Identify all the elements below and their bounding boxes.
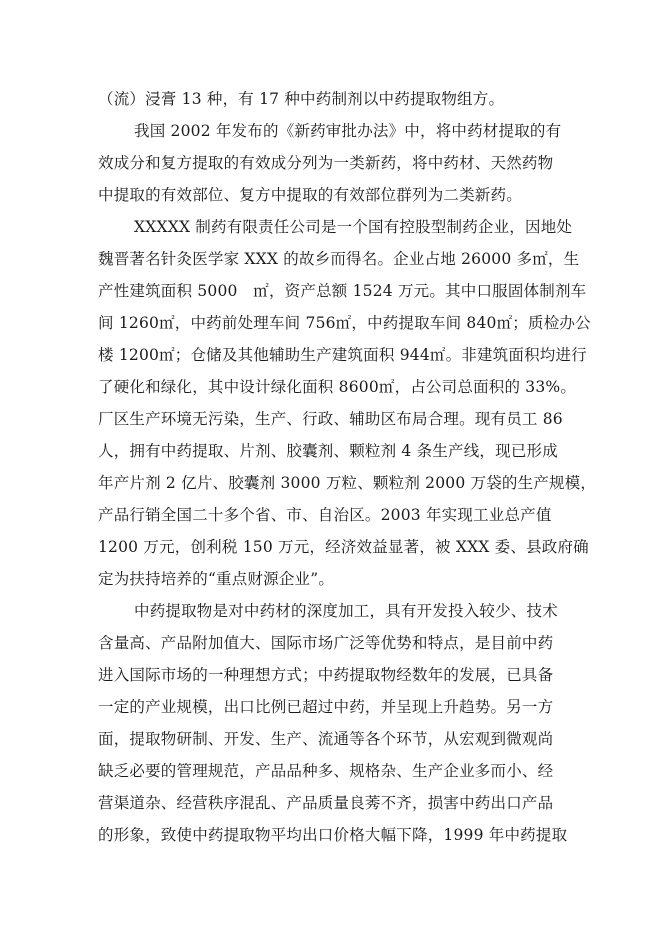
body-text-line: 了硬化和绿化，其中设计绿化面积 8600㎡，占公司总面积的 33%。 [98, 378, 577, 396]
body-text-line: 魏晋著名针灸医学家 XXX 的故乡而得名。企业占地 26000 多㎡，生 [98, 250, 580, 268]
body-text-line: 含量高、产品附加值大、国际市场广泛等优势和特点，是目前中药 [98, 634, 554, 652]
body-text-line: 我国 2002 年发布的《新药审批办法》中，将中药材提取的有 [134, 122, 562, 140]
body-text-line: XXXXX 制药有限责任公司是一个国有控股型制药企业，因地处 [134, 218, 573, 236]
body-text-line: 1200 万元，创利税 150 万元，经济效益显著，被 XXX 委、县政府确 [98, 538, 589, 556]
body-text-line: 年产片剂 2 亿片、胶囊剂 3000 万粒、颗粒剂 2000 万袋的生产规模， [98, 474, 597, 492]
body-text-line: 缺乏必要的管理规范，产品品种多、规格杂、生产企业多而小、经 [98, 762, 554, 780]
body-text-line: 营渠道杂、经营秩序混乱、产品质量良莠不齐，损害中药出口产品 [98, 794, 554, 812]
body-text-line: 间 1260㎡，中药前处理车间 756㎡，中药提取车间 840㎡；质检办公 [98, 314, 591, 332]
body-text-line: 一定的产业规模，出口比例已超过中药，并呈现上升趋势。另一方 [98, 698, 554, 716]
body-text-line: 定为扶持培养的“重点财源企业”。 [98, 570, 335, 588]
body-text-line: 中提取的有效部位、复方中提取的有效部位群列为二类新药。 [98, 186, 522, 204]
body-text-line: 中药提取物是对中药材的深度加工，具有开发投入较少、技术 [134, 602, 558, 620]
body-text-line: 进入国际市场的一种理想方式；中药提取物经数年的发展，已具备 [98, 666, 554, 684]
body-text-line: 产性建筑面积 5000 ㎡，资产总额 1524 万元。其中口服固体制剂车 [98, 282, 587, 300]
body-text-line: 厂区生产环境无污染，生产、行政、辅助区布局合理。现有员工 86 [98, 410, 563, 428]
body-text-line: 效成分和复方提取的有效成分列为一类新药，将中药材、天然药物 [98, 154, 554, 172]
body-text-line: 楼 1200㎡；仓储及其他辅助生产建筑面积 944㎡。非建筑面积均进行 [98, 346, 587, 364]
body-text-line: 的形象，致使中药提取物平均出口价格大幅下降，1999 年中药提取 [98, 826, 568, 844]
body-text-line: 产品行销全国二十多个省、市、自治区。2003 年实现工业总产值 [98, 506, 552, 524]
body-text-line: （流）浸膏 13 种，有 17 种中药制剂以中药提取物组方。 [98, 90, 505, 108]
body-text-line: 面，提取物研制、开发、生产、流通等各个环节，从宏观到微观尚 [98, 730, 554, 748]
body-text-line: 人，拥有中药提取、片剂、胶囊剂、颗粒剂 4 条生产线，现已形成 [98, 442, 558, 460]
